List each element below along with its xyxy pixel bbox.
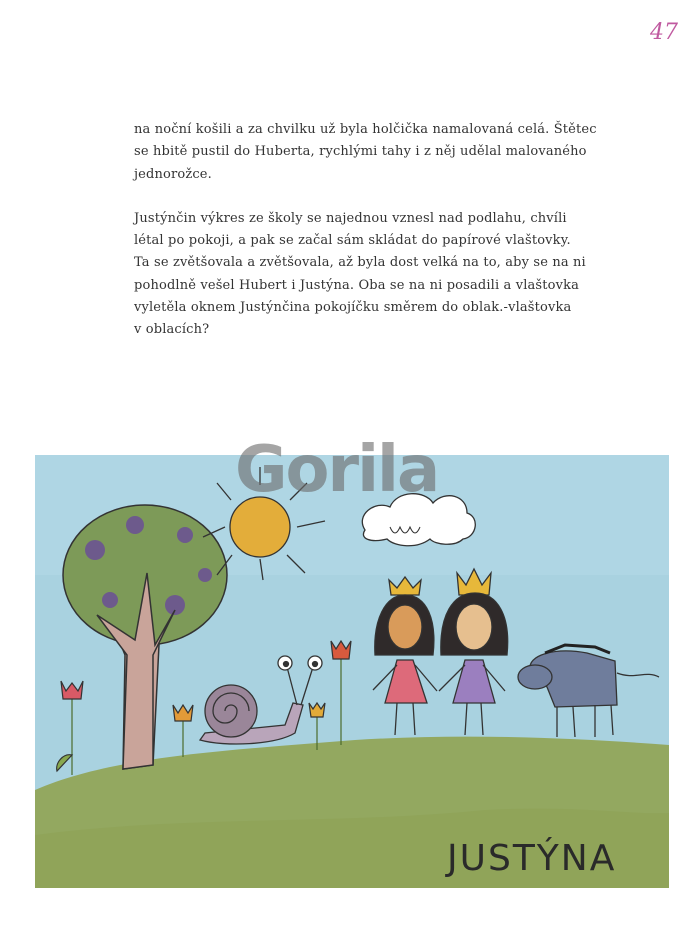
watermark-logo: Gorila: [235, 433, 439, 507]
text-line: létal po pokoji, a pak se začal sám skládat do papírové vlaštovky.: [134, 233, 571, 249]
body-text: [134, 119, 597, 342]
child-drawing-illustration: [35, 455, 669, 888]
page-number: 47: [650, 20, 678, 45]
paragraph-2: [134, 208, 586, 342]
paragraph-1: [134, 119, 597, 186]
text-line: v oblacích?: [134, 322, 210, 338]
svg-text:JUSTÝNA: JUSTÝNA: [447, 838, 617, 879]
text-line: Ta se zvětšovala a zvětšovala, až byla dost velká na to, aby se na ni: [134, 255, 586, 271]
signature: [445, 837, 616, 879]
text-line: se hbitě pustil do Huberta, rychlými tahy i z něj udělal malovaného: [134, 144, 587, 160]
text-line: na noční košili a za chvilku už byla holčička namalovaná celá. Štětec: [134, 122, 597, 137]
text-line: vyletěla oknem Justýnčina pokojíčku směrem do oblak.-vlaštovka: [134, 300, 572, 316]
text-line: pohodlně vešel Hubert i Justýna. Oba se na ni posadili a vlaštovka: [134, 277, 580, 293]
text-line: Justýnčin výkres ze školy se najednou vznesl nad podlahu, chvíli: [134, 210, 567, 226]
text-line: jednorožce.: [134, 166, 212, 182]
